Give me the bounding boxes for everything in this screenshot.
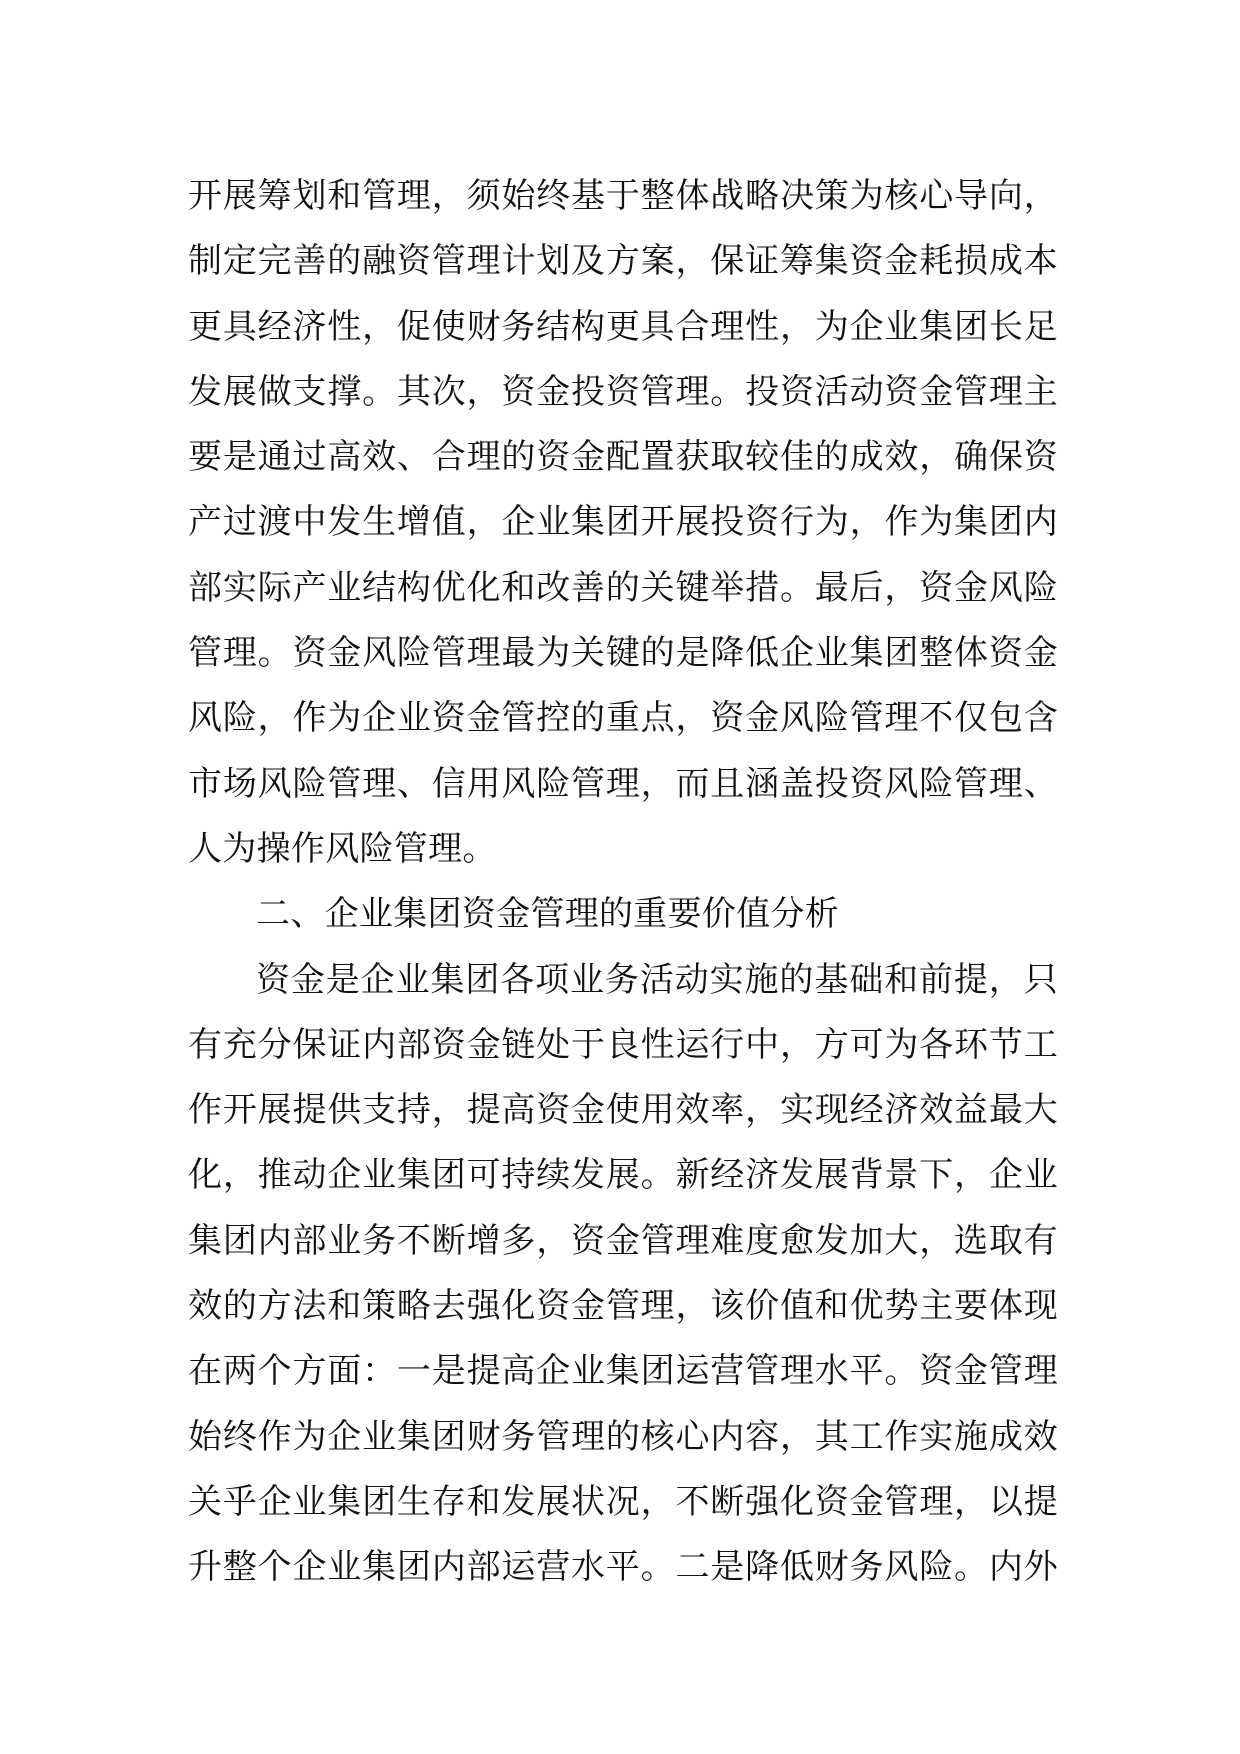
text-line: 风险，作为企业资金管控的重点，资金风险管理不仅包含 [188,698,1058,739]
text-line: 升整个企业集团内部运营水平。二是降低财务风险。内外 [188,1547,1058,1588]
text-line: 集团内部业务不断增多，资金管理难度愈发加大，选取有 [188,1220,1058,1261]
text-line: 更具经济性，促使财务结构更具合理性，为企业集团长足 [188,306,1058,347]
text-line: 部实际产业结构优化和改善的关键举措。最后，资金风险 [188,567,1058,608]
text-line: 作开展提供支持，提高资金使用效率，实现经济效益最大 [188,1090,1058,1131]
text-line: 发展做支撑。其次，资金投资管理。投资活动资金管理主 [188,371,1058,412]
body-text [188,164,1058,1601]
text-line: 化，推动企业集团可持续发展。新经济发展背景下，企业 [188,1155,1058,1196]
text-line: 管理。资金风险管理最为关键的是降低企业集团整体资金 [188,633,1058,674]
text-line: 要是通过高效、合理的资金配置获取较佳的成效，确保资 [188,437,1058,478]
paragraph-last-line: 人为操作风险管理。 [188,828,497,869]
text-line: 市场风险管理、信用风险管理，而且涵盖投资风险管理、 [188,763,1058,804]
text-line: 有充分保证内部资金链处于良性运行中，方可为各环节工 [188,1024,1058,1065]
text-line: 始终作为企业集团财务管理的核心内容，其工作实施成效 [188,1416,1058,1457]
section-heading: 二、企业集团资金管理的重要价值分析 [256,894,840,935]
text-line: 在两个方面：一是提高企业集团运营管理水平。资金管理 [188,1351,1058,1392]
text-line: 开展筹划和管理，须始终基于整体战略决策为核心导向， [188,176,1058,216]
text-line: 制定完善的融资管理计划及方案，保证筹集资金耗损成本 [188,241,1058,282]
text-line: 关乎企业集团生存和发展状况，不断强化资金管理，以提 [188,1481,1058,1522]
text-line: 产过渡中发生增值，企业集团开展投资行为，作为集团内 [188,502,1058,543]
text-line: 效的方法和策略去强化资金管理，该价值和优势主要体现 [188,1286,1058,1327]
paragraph-first-line: 资金是企业集团各项业务活动实施的基础和前提，只 [256,959,1058,1000]
